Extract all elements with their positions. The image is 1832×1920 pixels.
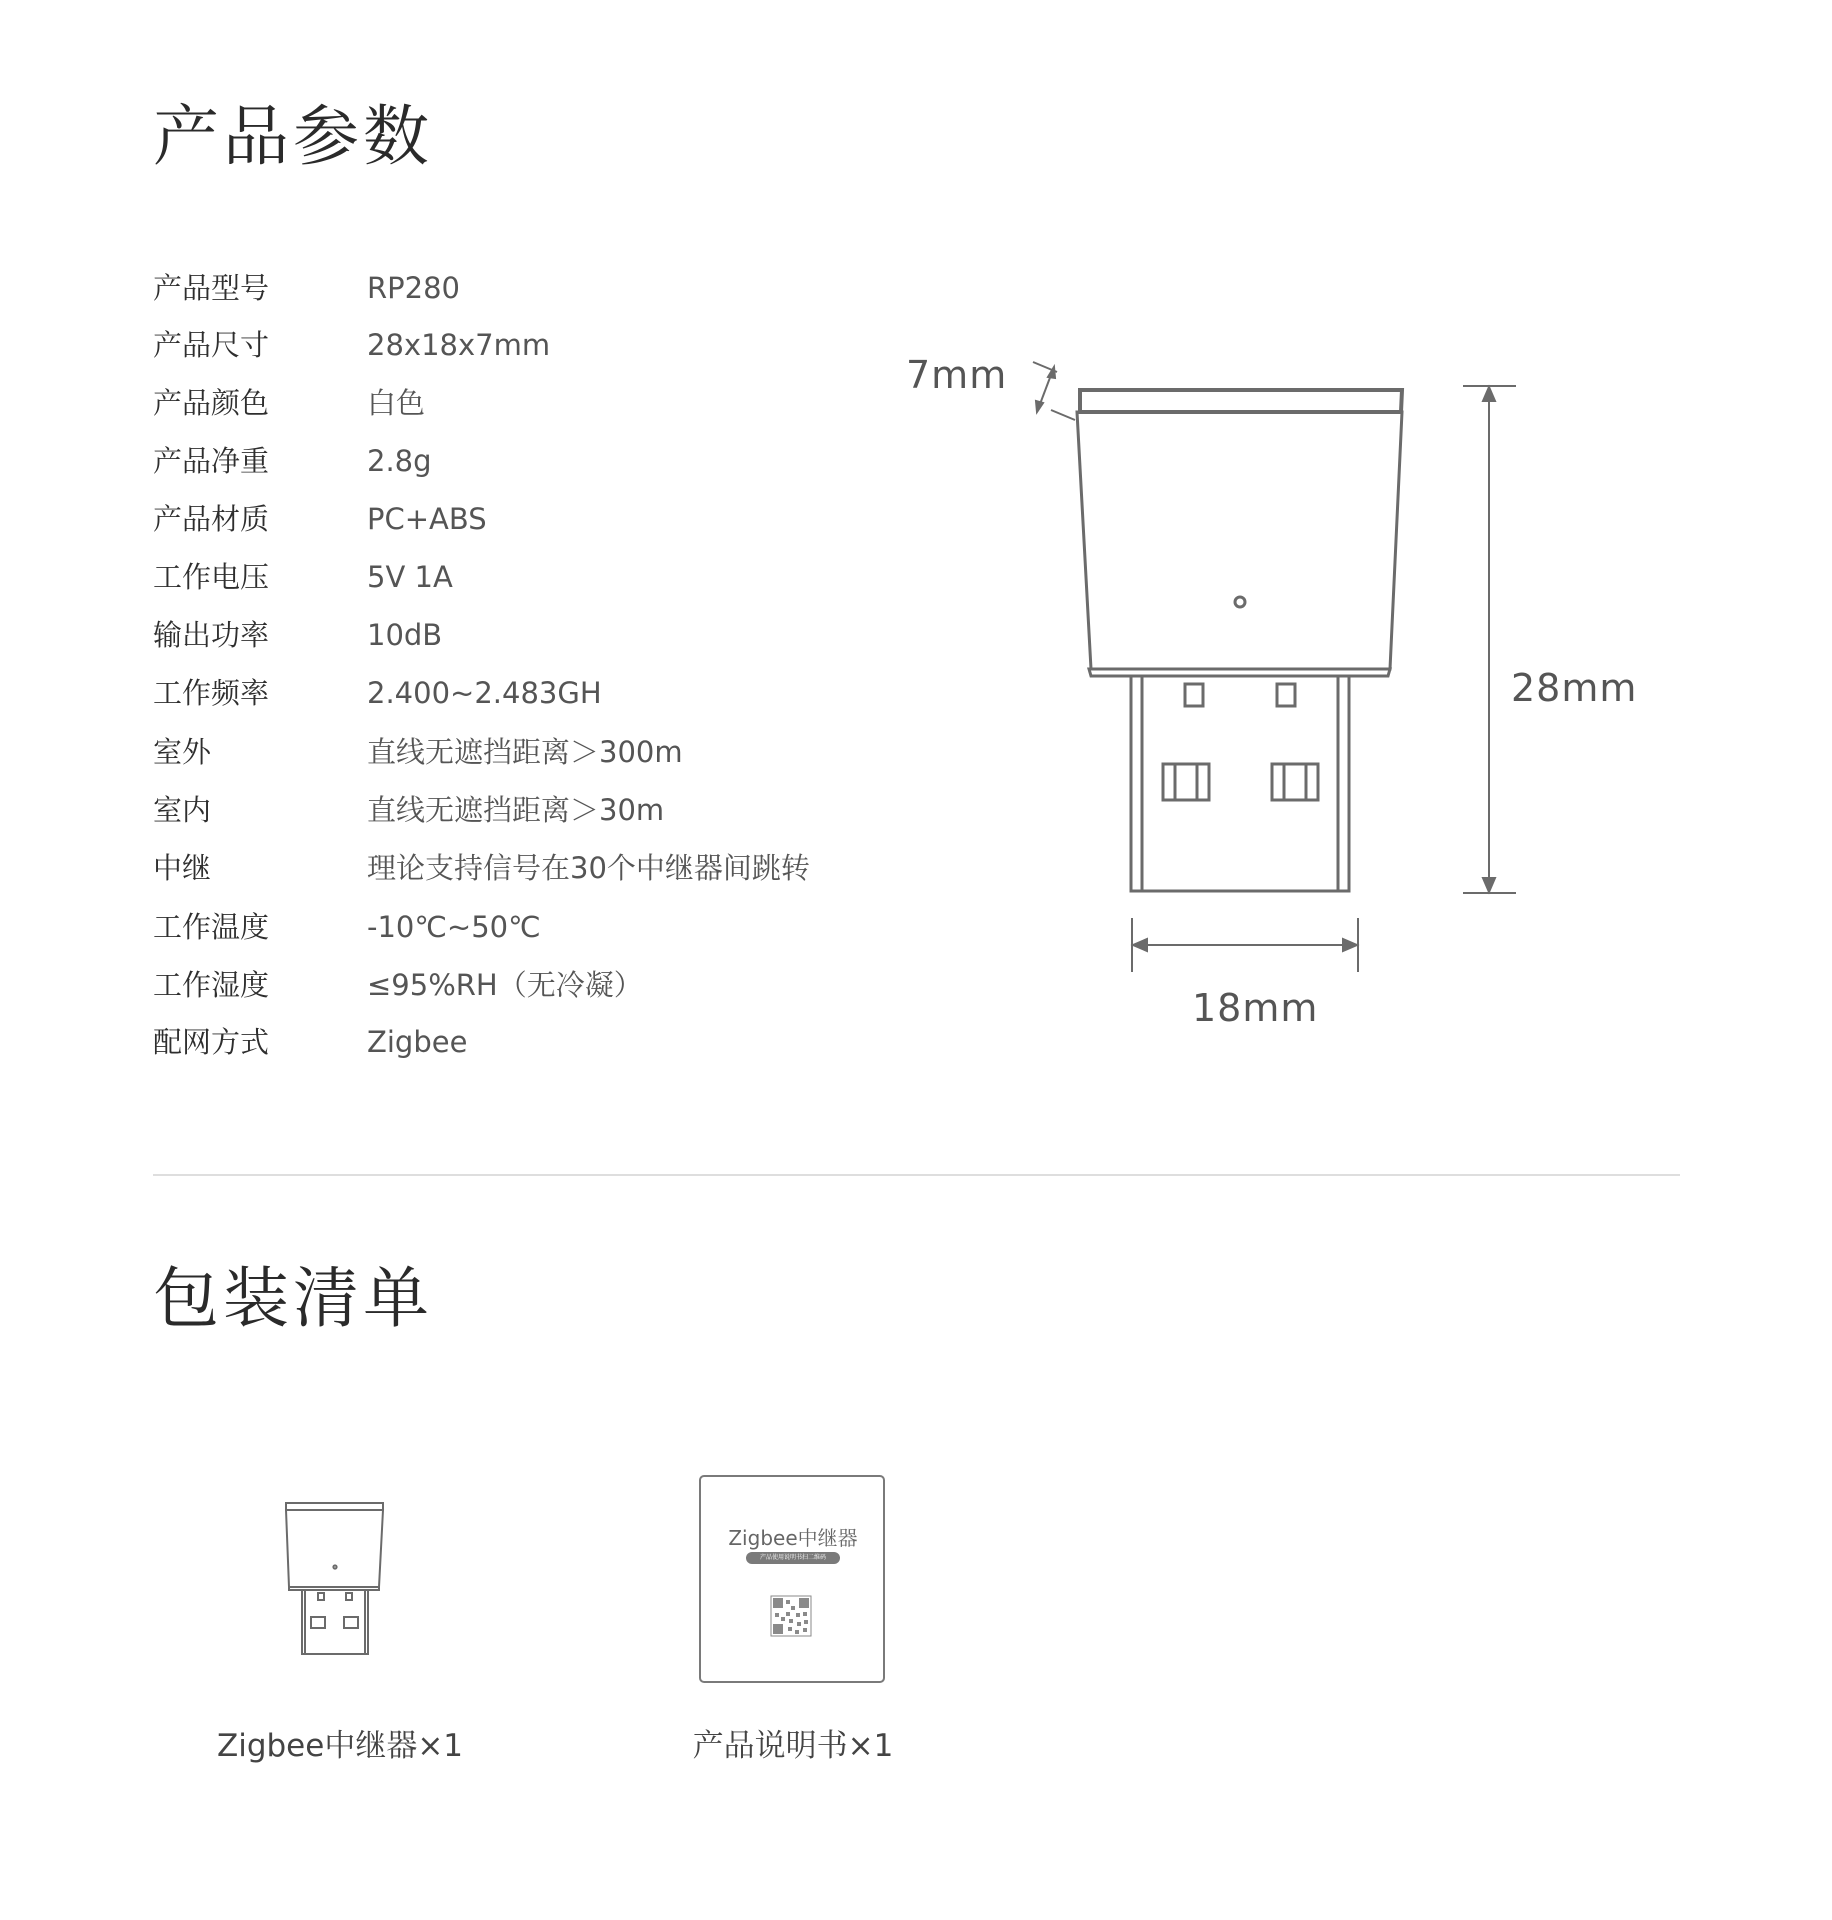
spec-value: 理论支持信号在30个中继器间跳转 [367,851,810,885]
manual-cover-badge: 产品使用说明书扫二维码 [746,1552,840,1564]
depth-dimension-label: 7mm [906,353,1008,397]
package-item-caption: 产品说明书×1 [692,1728,894,1764]
spec-label: 产品颜色 [153,386,270,420]
device-body [1077,390,1402,676]
spec-label: 工作电压 [153,560,270,594]
spec-label: 工作湿度 [153,968,270,1002]
package-item-caption: Zigbee中继器×1 [216,1728,464,1764]
spec-label: 室内 [153,793,212,827]
spec-value: 10dB [367,618,443,652]
spec-value: 直线无遮挡距离＞30m [367,793,665,827]
spec-label: 产品材质 [153,502,270,536]
height-dimension-marker [1463,386,1516,893]
manual-cover-title: Zigbee中继器 [728,1526,858,1550]
spec-label: 输出功率 [153,618,270,652]
spec-value: RP280 [367,271,460,305]
spec-value: 2.8g [367,444,432,478]
spec-label: 产品净重 [153,444,270,478]
spec-value: Zigbee [367,1025,468,1059]
spec-label: 室外 [153,735,212,769]
spec-label: 配网方式 [153,1025,270,1059]
spec-label: 中继 [153,851,212,885]
section-title-package: 包装清单 [153,1260,433,1337]
spec-label: 产品型号 [153,271,270,305]
spec-value: 白色 [367,386,426,420]
spec-value: 28x18x7mm [367,328,551,362]
manual-image [700,1476,884,1682]
width-dimension-label: 18mm [1192,986,1319,1030]
height-dimension-label: 28mm [1511,666,1638,710]
depth-dimension-marker [1033,362,1075,420]
spec-value: 5V 1A [367,560,453,594]
spec-label: 工作频率 [153,676,270,710]
qr-code-icon [771,1596,811,1636]
spec-value: ≤95%RH（无冷凝） [367,968,643,1002]
spec-value: 直线无遮挡距离＞300m [367,735,683,769]
spec-value: PC+ABS [367,502,487,536]
spec-value: 2.400~2.483GH [367,676,602,710]
repeater-device-image [286,1503,383,1654]
led-indicator [1235,597,1245,607]
width-dimension-marker [1132,918,1358,972]
usb-plug [1131,676,1349,891]
spec-label: 工作温度 [153,910,270,944]
section-divider [153,1174,1680,1176]
section-title-params: 产品参数 [153,98,433,175]
spec-label: 产品尺寸 [153,328,270,362]
spec-value: -10℃~50℃ [367,910,541,944]
